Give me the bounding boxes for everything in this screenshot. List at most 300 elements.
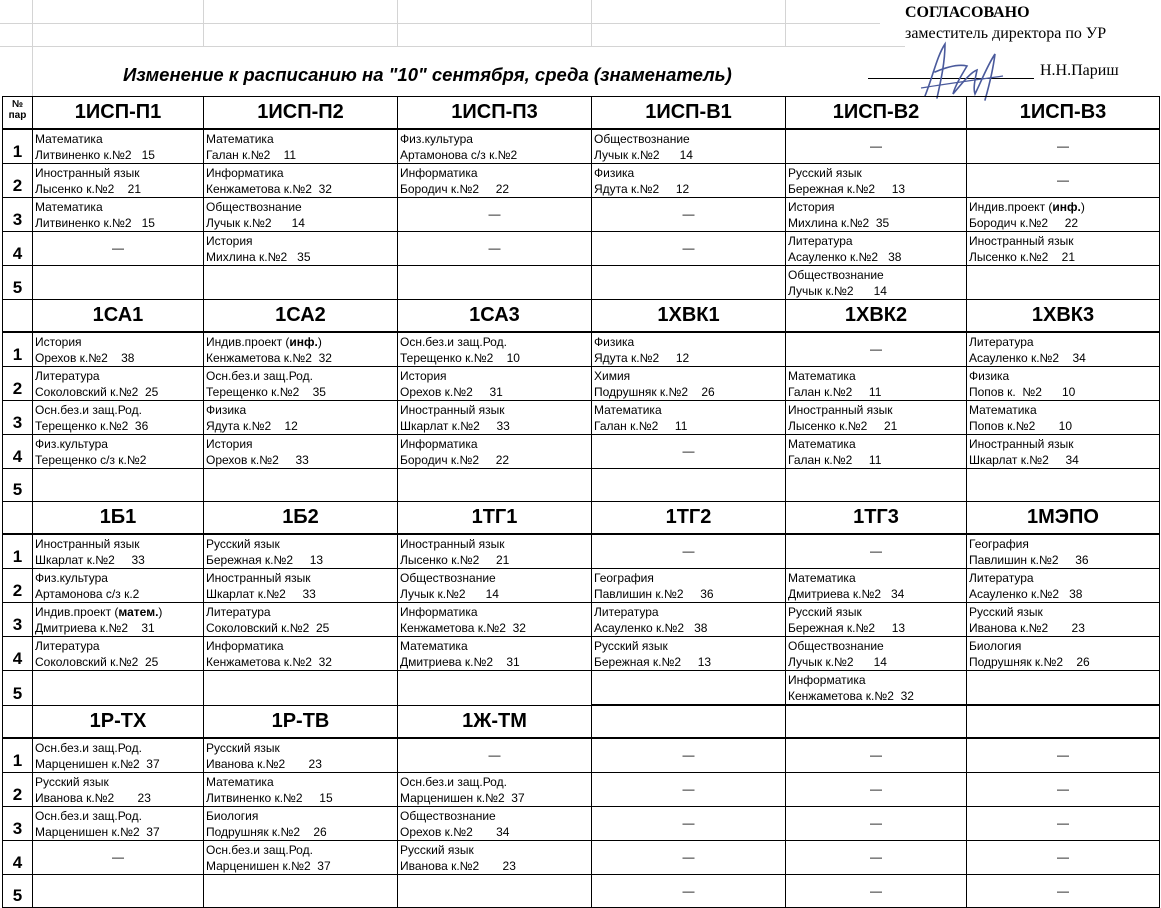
pair-number: 1 [3, 738, 33, 773]
teacher-room: Павлишин к.№2 36 [969, 553, 1089, 567]
teacher-room: Соколовский к.№2 25 [35, 385, 159, 399]
schedule-cell [398, 534, 592, 569]
subject-name: Физ.культура [35, 437, 108, 451]
teacher-room: Асауленко к.№2 38 [788, 250, 902, 264]
schedule-cell [786, 232, 967, 266]
pair-number: 5 [3, 266, 33, 300]
subject-name: Физика [594, 335, 635, 349]
lesson-row [3, 772, 1160, 806]
subject-name: Информатика [206, 166, 284, 180]
schedule-cell [398, 603, 592, 637]
teacher-room: Ядута к.№2 12 [206, 419, 298, 433]
subject-name: Осн.без.и защ.Род. [35, 808, 142, 823]
subject-name: Обществознание [594, 132, 690, 146]
schedule-cell [967, 840, 1160, 874]
schedule-cell [33, 772, 204, 806]
teacher-room: Соколовский к.№2 25 [206, 621, 330, 635]
no-lesson-dash: — [488, 207, 501, 221]
teacher-room: Кенжаметова к.№2 32 [400, 621, 526, 635]
group-name: 1ХВК2 [786, 300, 967, 333]
teacher-room: Галан к.№2 11 [594, 419, 688, 433]
subject-name: Обществознание [788, 268, 884, 282]
schedule-cell [33, 332, 204, 367]
subject-name: География [594, 571, 654, 585]
subject-name: Литература [35, 369, 100, 383]
teacher-room: Орехов к.№2 34 [400, 824, 510, 839]
no-lesson-dash: — [870, 781, 882, 796]
pair-number: 4 [3, 637, 33, 671]
teacher-room: Ядута к.№2 12 [594, 351, 690, 365]
schedule-cell [398, 332, 592, 367]
schedule-cell [398, 232, 592, 266]
group-name: 1Б2 [204, 502, 398, 535]
group-name: 1ИСП-В1 [592, 97, 786, 130]
schedule-cell [592, 569, 786, 603]
subject-name: Русский язык [969, 605, 1043, 619]
no-lesson-dash: — [682, 849, 695, 864]
lesson-row [3, 469, 1160, 502]
group-name: 1ТГ3 [786, 502, 967, 535]
schedule-cell [33, 840, 204, 874]
teacher-room: Лучык к.№2 14 [788, 284, 887, 298]
group-name: 1ТГ1 [398, 502, 592, 535]
subject-name: Литература [594, 605, 659, 619]
schedule-cell [204, 332, 398, 367]
subject-name: Обществознание [788, 639, 884, 653]
no-lesson-dash: — [1057, 815, 1069, 830]
no-lesson-dash: — [682, 444, 695, 458]
teacher-room: Галан к.№2 11 [788, 453, 882, 467]
page-title: Изменение к расписанию на "10" сентября, среда (знаменатель) [123, 64, 732, 85]
subject-name: Физика [206, 403, 247, 417]
teacher-room: Артамонова с/з к.2 [35, 587, 140, 601]
teacher-room: Подрушняк к.№2 26 [206, 824, 327, 839]
schedule-cell [398, 637, 592, 671]
schedule-cell [204, 129, 398, 164]
pair-number-header-line1: № [11, 99, 24, 110]
pair-number-header-blank [3, 300, 33, 333]
schedule-cell [204, 637, 398, 671]
pair-number: 5 [3, 671, 33, 706]
no-lesson-dash: — [870, 544, 882, 558]
teacher-room: Лысенко к.№2 21 [35, 182, 142, 196]
teacher-room: Ядута к.№2 12 [594, 182, 690, 196]
schedule-cell [786, 469, 967, 502]
teacher-room: Кенжаметова к.№2 32 [788, 689, 914, 703]
subject-name: Русский язык [400, 842, 474, 857]
lesson-row [3, 198, 1160, 232]
group-name: 1СА2 [204, 300, 398, 333]
schedule-cell [786, 772, 967, 806]
schedule-cell [592, 198, 786, 232]
subject-name: Биология [969, 639, 1022, 653]
subject-name: Информатика [206, 639, 284, 653]
pair-number-header-blank [3, 705, 33, 738]
subject-name: Иностранный язык [400, 403, 505, 417]
lesson-row [3, 164, 1160, 198]
schedule-cell [204, 772, 398, 806]
teacher-room: Артамонова с/з к.№2 [400, 148, 518, 162]
schedule-cell [592, 534, 786, 569]
subject-name: Математика [788, 369, 856, 383]
no-lesson-dash: — [112, 241, 124, 255]
subject-name: Иностранный язык [788, 403, 893, 417]
schedule-cell [967, 129, 1160, 164]
subject-name: Математика [400, 639, 468, 653]
subject-name: Физ.культура [35, 571, 108, 585]
no-lesson-dash: — [870, 849, 882, 864]
approval-position: заместитель директора по УР [905, 25, 1107, 42]
subject-name: Иностранный язык [35, 537, 140, 551]
teacher-room: Терещенко к.№2 10 [400, 351, 520, 365]
subject-name: История [206, 437, 253, 451]
schedule-cell [398, 435, 592, 469]
teacher-room: Бережная к.№2 13 [594, 655, 712, 669]
schedule-cell [592, 332, 786, 367]
teacher-room: Галан к.№2 11 [788, 385, 882, 399]
schedule-cell [967, 772, 1160, 806]
group-name: 1ИСП-П2 [204, 97, 398, 130]
no-lesson-dash: — [1057, 883, 1069, 898]
schedule-cell [398, 367, 592, 401]
schedule-cell [967, 266, 1160, 300]
schedule-cell [33, 435, 204, 469]
subject-name: Обществознание [400, 808, 496, 823]
subject-name: Индив.проект (инф.) [969, 200, 1085, 214]
schedule-cell [967, 806, 1160, 840]
pair-number: 3 [3, 603, 33, 637]
pair-number: 5 [3, 469, 33, 502]
subject-name: Русский язык [206, 740, 280, 755]
no-lesson-dash: — [1057, 173, 1069, 187]
approval-name: Н.Н.Париш [1040, 62, 1119, 79]
group-name: 1МЭПО [967, 502, 1160, 535]
subject-name: Математика [969, 403, 1037, 417]
schedule-cell [398, 806, 592, 840]
schedule-cell [204, 367, 398, 401]
no-lesson-dash: — [870, 139, 882, 153]
schedule-cell [33, 164, 204, 198]
group-name: 1СА3 [398, 300, 592, 333]
teacher-room: Орехов к.№2 31 [400, 385, 503, 399]
teacher-room: Попов к.№2 10 [969, 419, 1072, 433]
subject-name: Физика [969, 369, 1010, 383]
schedule-cell [786, 569, 967, 603]
subject-name: Осн.без.и защ.Род. [35, 403, 142, 417]
teacher-room: Иванова к.№2 23 [400, 858, 516, 873]
schedule-cell [33, 129, 204, 164]
schedule-cell [33, 806, 204, 840]
schedule-cell [786, 603, 967, 637]
lesson-row [3, 129, 1160, 164]
teacher-room: Лучык к.№2 14 [788, 655, 887, 669]
schedule-cell [786, 435, 967, 469]
subject-name: География [969, 537, 1029, 551]
group-name: 1Р-ТХ [33, 705, 204, 738]
teacher-room: Марценишен к.№2 37 [400, 790, 525, 805]
schedule-cell [592, 772, 786, 806]
schedule-cell [786, 738, 967, 773]
schedule-cell [204, 840, 398, 874]
schedule-cell [592, 367, 786, 401]
schedule-cell [967, 671, 1160, 706]
no-lesson-dash: — [112, 849, 124, 864]
teacher-room: Соколовский к.№2 25 [35, 655, 159, 669]
subject-name: Осн.без.и защ.Род. [400, 335, 507, 349]
schedule-cell [592, 603, 786, 637]
no-lesson-dash: — [682, 781, 695, 796]
group-name: 1ИСП-В3 [967, 97, 1160, 130]
subject-name: Индив.проект (матем.) [35, 605, 163, 619]
schedule-cell [33, 874, 204, 907]
group-name [967, 705, 1160, 738]
schedule-cell [786, 637, 967, 671]
pair-number-header-line2: пар [8, 110, 27, 121]
schedule-cell [398, 772, 592, 806]
teacher-room: Шкарлат к.№2 33 [35, 553, 145, 567]
group-name: 1ХВК1 [592, 300, 786, 333]
teacher-room: Кенжаметова к.№2 32 [206, 351, 332, 365]
schedule-cell [592, 840, 786, 874]
no-lesson-dash: — [870, 815, 882, 830]
teacher-room: Бородич к.№2 22 [969, 216, 1079, 230]
teacher-room: Бородич к.№2 22 [400, 182, 510, 196]
schedule-cell [204, 198, 398, 232]
teacher-room: Лысенко к.№2 21 [400, 553, 510, 567]
group-name: 1ИСП-В2 [786, 97, 967, 130]
teacher-room: Лысенко к.№2 21 [969, 250, 1076, 264]
subject-name: Информатика [400, 605, 478, 619]
teacher-room: Михлина к.№2 35 [788, 216, 890, 230]
schedule-cell [33, 198, 204, 232]
schedule-cell [786, 266, 967, 300]
subject-name: Химия [594, 369, 631, 383]
teacher-room: Орехов к.№2 33 [206, 453, 309, 467]
teacher-room: Терещенко с/з к.№2 [35, 453, 147, 467]
schedule-cell [204, 232, 398, 266]
schedule-cell [786, 129, 967, 164]
teacher-room: Иванова к.№2 23 [206, 756, 322, 771]
group-name: 1Р-ТВ [204, 705, 398, 738]
subject-name: Физ.культура [400, 132, 473, 146]
schedule-cell [592, 401, 786, 435]
group-header-row [3, 705, 1160, 738]
teacher-room: Кенжаметова к.№2 32 [206, 655, 332, 669]
lesson-row [3, 840, 1160, 874]
schedule-cell [592, 469, 786, 502]
schedule-cell [398, 569, 592, 603]
subject-name: Обществознание [206, 200, 302, 214]
schedule-cell [592, 806, 786, 840]
schedule-cell [33, 569, 204, 603]
subject-name: Иностранный язык [969, 437, 1074, 451]
schedule-cell [967, 603, 1160, 637]
group-name: 1СА1 [33, 300, 204, 333]
teacher-room: Шкарлат к.№2 33 [206, 587, 316, 601]
lesson-row [3, 671, 1160, 706]
schedule-cell [786, 874, 967, 907]
lesson-row [3, 738, 1160, 773]
teacher-room: Шкарлат к.№2 34 [969, 453, 1079, 467]
teacher-room: Асауленко к.№2 38 [969, 587, 1083, 601]
no-lesson-dash: — [488, 241, 501, 255]
approval-title: СОГЛАСОВАНО [905, 4, 1030, 21]
group-name: 1ИСП-П3 [398, 97, 592, 130]
teacher-room: Кенжаметова к.№2 32 [206, 182, 332, 196]
schedule-cell [398, 164, 592, 198]
subject-name: Литература [35, 639, 100, 653]
schedule-cell [967, 198, 1160, 232]
teacher-room: Подрушняк к.№2 26 [969, 655, 1090, 669]
teacher-room: Марценишен к.№2 37 [206, 858, 331, 873]
schedule-table [2, 96, 1160, 908]
schedule-cell [33, 603, 204, 637]
pair-number-header-blank [3, 502, 33, 535]
schedule-cell [204, 671, 398, 706]
subject-name: Русский язык [206, 537, 280, 551]
pair-number-header [3, 97, 33, 130]
schedule-cell [967, 534, 1160, 569]
subject-name: Русский язык [594, 639, 668, 653]
lesson-row [3, 534, 1160, 569]
no-lesson-dash: — [870, 342, 882, 356]
schedule-cell [967, 738, 1160, 773]
subject-name: Литература [969, 571, 1034, 585]
group-name: 1ХВК3 [967, 300, 1160, 333]
schedule-cell [786, 332, 967, 367]
schedule-cell [786, 198, 967, 232]
teacher-room: Бородич к.№2 22 [400, 453, 510, 467]
teacher-room: Лучык к.№2 14 [400, 587, 499, 601]
no-lesson-dash: — [1057, 849, 1069, 864]
subject-name: Физика [594, 166, 635, 180]
teacher-room: Бережная к.№2 13 [206, 553, 324, 567]
schedule-cell [204, 164, 398, 198]
subject-name: Информатика [400, 437, 478, 451]
subject-name: Математика [35, 132, 103, 146]
group-header-row [3, 300, 1160, 333]
teacher-room: Литвиненко к.№2 15 [35, 148, 155, 162]
lesson-row [3, 232, 1160, 266]
schedule-cell [592, 129, 786, 164]
schedule-cell [204, 469, 398, 502]
no-lesson-dash: — [682, 241, 695, 255]
teacher-room: Марценишен к.№2 37 [35, 756, 160, 771]
no-lesson-dash: — [682, 747, 695, 762]
teacher-room: Дмитриева к.№2 31 [35, 621, 155, 635]
subject-name: Информатика [788, 673, 866, 687]
schedule-cell [967, 332, 1160, 367]
teacher-room: Лучык к.№2 14 [206, 216, 305, 230]
teacher-room: Дмитриева к.№2 34 [788, 587, 905, 601]
pair-number: 2 [3, 772, 33, 806]
lesson-row [3, 367, 1160, 401]
no-lesson-dash: — [682, 207, 695, 221]
schedule-cell [967, 164, 1160, 198]
schedule-cell [967, 469, 1160, 502]
subject-name: Иностранный язык [206, 571, 311, 585]
subject-name: Русский язык [35, 774, 109, 789]
subject-name: История [206, 234, 253, 248]
schedule-cell [398, 266, 592, 300]
schedule-cell [786, 401, 967, 435]
schedule-cell [786, 164, 967, 198]
schedule-cell [33, 469, 204, 502]
no-lesson-dash: — [1057, 747, 1069, 762]
lesson-row [3, 637, 1160, 671]
schedule-cell [786, 367, 967, 401]
subject-name: История [400, 369, 447, 383]
subject-name: Осн.без.и защ.Род. [400, 774, 507, 789]
group-name: 1ТГ2 [592, 502, 786, 535]
schedule-cell [398, 129, 592, 164]
schedule-cell [33, 534, 204, 569]
schedule-cell [33, 401, 204, 435]
pair-number: 4 [3, 232, 33, 266]
group-header-row [3, 502, 1160, 535]
teacher-room: Литвиненко к.№2 15 [206, 790, 333, 805]
schedule-cell [398, 401, 592, 435]
teacher-room: Терещенко к.№2 36 [35, 419, 149, 433]
pair-number: 4 [3, 840, 33, 874]
teacher-room: Михлина к.№2 35 [206, 250, 311, 264]
pair-number: 2 [3, 367, 33, 401]
schedule-cell [398, 738, 592, 773]
subject-name: История [788, 200, 835, 214]
schedule-cell [592, 671, 786, 706]
subject-name: Осн.без.и защ.Род. [206, 369, 313, 383]
teacher-room: Терещенко к.№2 35 [206, 385, 326, 399]
teacher-room: Шкарлат к.№2 33 [400, 419, 510, 433]
schedule-cell [967, 367, 1160, 401]
schedule-cell [786, 840, 967, 874]
schedule-cell [967, 232, 1160, 266]
schedule-cell [592, 435, 786, 469]
schedule-cell [204, 806, 398, 840]
schedule-cell [204, 569, 398, 603]
schedule-cell [592, 164, 786, 198]
pair-number: 1 [3, 129, 33, 164]
schedule-cell [398, 469, 592, 502]
pair-number: 3 [3, 198, 33, 232]
no-lesson-dash: — [870, 747, 882, 762]
teacher-room: Орехов к.№2 38 [35, 351, 135, 365]
no-lesson-dash: — [488, 747, 501, 762]
schedule-cell [967, 401, 1160, 435]
lesson-row [3, 806, 1160, 840]
schedule-cell [33, 738, 204, 773]
schedule-cell [967, 637, 1160, 671]
teacher-room: Иванова к.№2 23 [35, 790, 151, 805]
teacher-room: Бережная к.№2 13 [788, 182, 906, 196]
subject-name: Математика [788, 571, 856, 585]
subject-name: Индив.проект (инф.) [206, 335, 322, 349]
lesson-row [3, 332, 1160, 367]
schedule-cell [786, 806, 967, 840]
subject-name: Иностранный язык [400, 537, 505, 551]
no-lesson-dash: — [870, 883, 882, 898]
subject-name: Иностранный язык [35, 166, 140, 180]
schedule-cell [592, 637, 786, 671]
no-lesson-dash: — [1057, 781, 1069, 796]
teacher-room: Асауленко к.№2 34 [969, 351, 1086, 365]
pair-number: 2 [3, 569, 33, 603]
schedule-cell [592, 266, 786, 300]
subject-name: Иностранный язык [969, 234, 1074, 248]
schedule-cell [786, 671, 967, 706]
schedule-cell [204, 266, 398, 300]
pair-number: 1 [3, 534, 33, 569]
